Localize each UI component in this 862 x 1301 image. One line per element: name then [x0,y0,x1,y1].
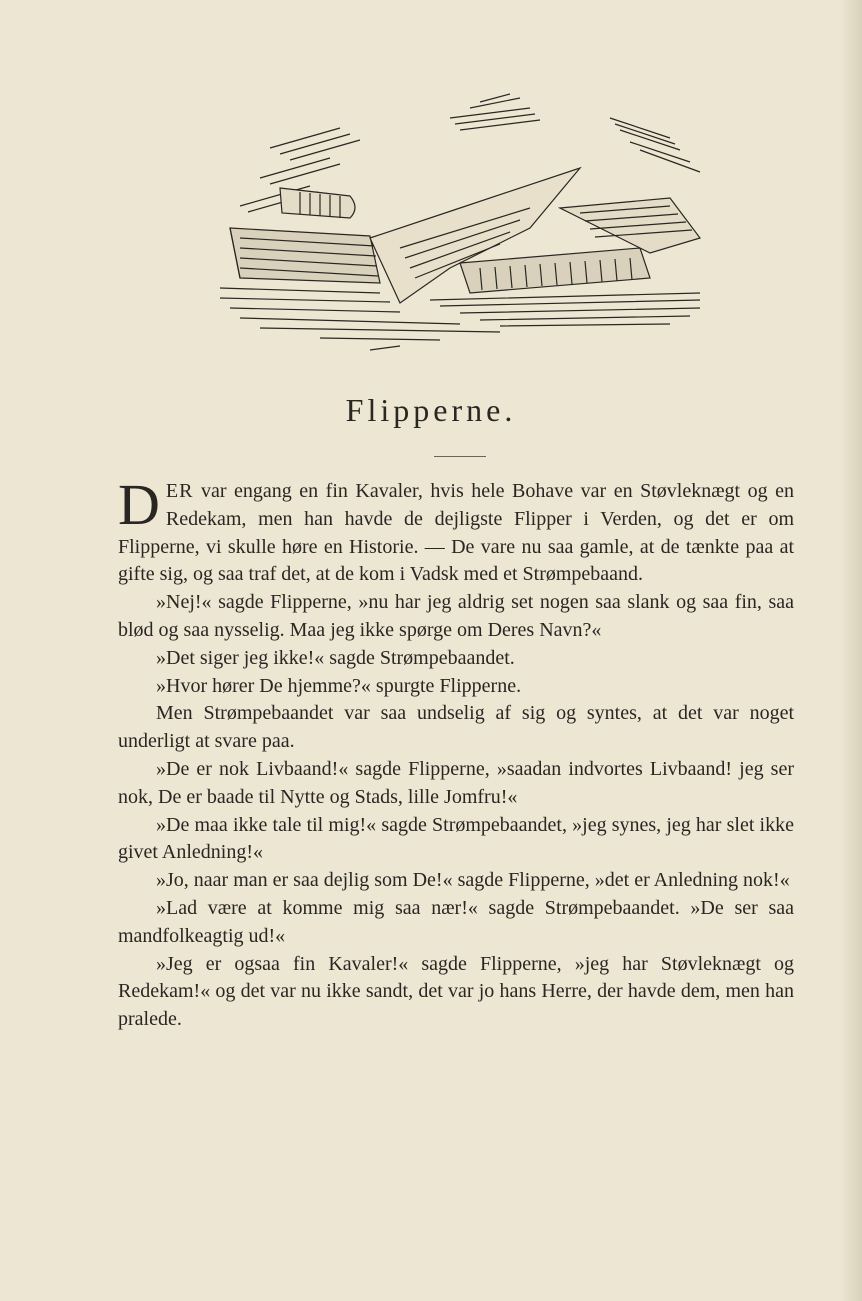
opening-text: var engang en fin Kavaler, hvis hele Bohave var en Støvleknægt og en Redekam, men han havde de dejligste Flipper i Verden, og det er om Flipperne, vi skulle høre en Historie. — De vare nu saa gamle, at de tænkte paa at gifte sig, og saa traf det, at de kom i Vadsk med et Strømpebaand. [118,480,795,586]
story-title: Flipperne. [345,392,517,428]
first-word-rest: ER [165,480,194,502]
paragraph: »De er nok Livbaand!« sagde Flipperne, »saadan indvortes Livbaand! jeg ser nok, De er baade til Nytte og Stads, lille Jomfru!« [118,757,794,808]
paragraph: »Jo, naar man er saa dejlig som De!« sagde Flipperne, »det er Anledning nok!« [156,869,790,892]
paragraph: »Jeg er ogsaa fin Kavaler!« sagde Flipperne, »jeg har Støvleknægt og Redekam!« og det var nu ikke sandt, det var jo hans Herre, der havde dem, men han pralede. [118,952,794,1031]
page-edge-shadow [840,0,862,1301]
collar-illustration [200,88,720,358]
story-body [118,472,795,1034]
paragraph: »Det siger jeg ikke!« sagde Strømpebaandet. [156,646,515,669]
paragraph: Men Strømpebaandet var saa undselig af sig og syntes, at det var noget underligt at svare paa. [118,702,794,753]
drop-cap: D [118,472,160,537]
paragraph: »Lad være at komme mig saa nær!« sagde Strømpebaandet. »De ser saa mandfolkeagtig ud!« [118,896,794,947]
title-divider [434,456,486,457]
opening-paragraph [118,472,795,589]
paragraph: »De maa ikke tale til mig!« sagde Strømpebaandet, »jeg synes, jeg har slet ikke givet Anledning!« [118,813,794,864]
paragraph: »Nej!« sagde Flipperne, »nu har jeg aldrig set nogen saa slank og saa fin, saa blød og saa nysselig. Maa jeg ikke spørge om Deres Navn?« [118,591,794,641]
paragraph: »Hvor hører De hjemme?« spurgte Flipperne. [156,674,522,697]
